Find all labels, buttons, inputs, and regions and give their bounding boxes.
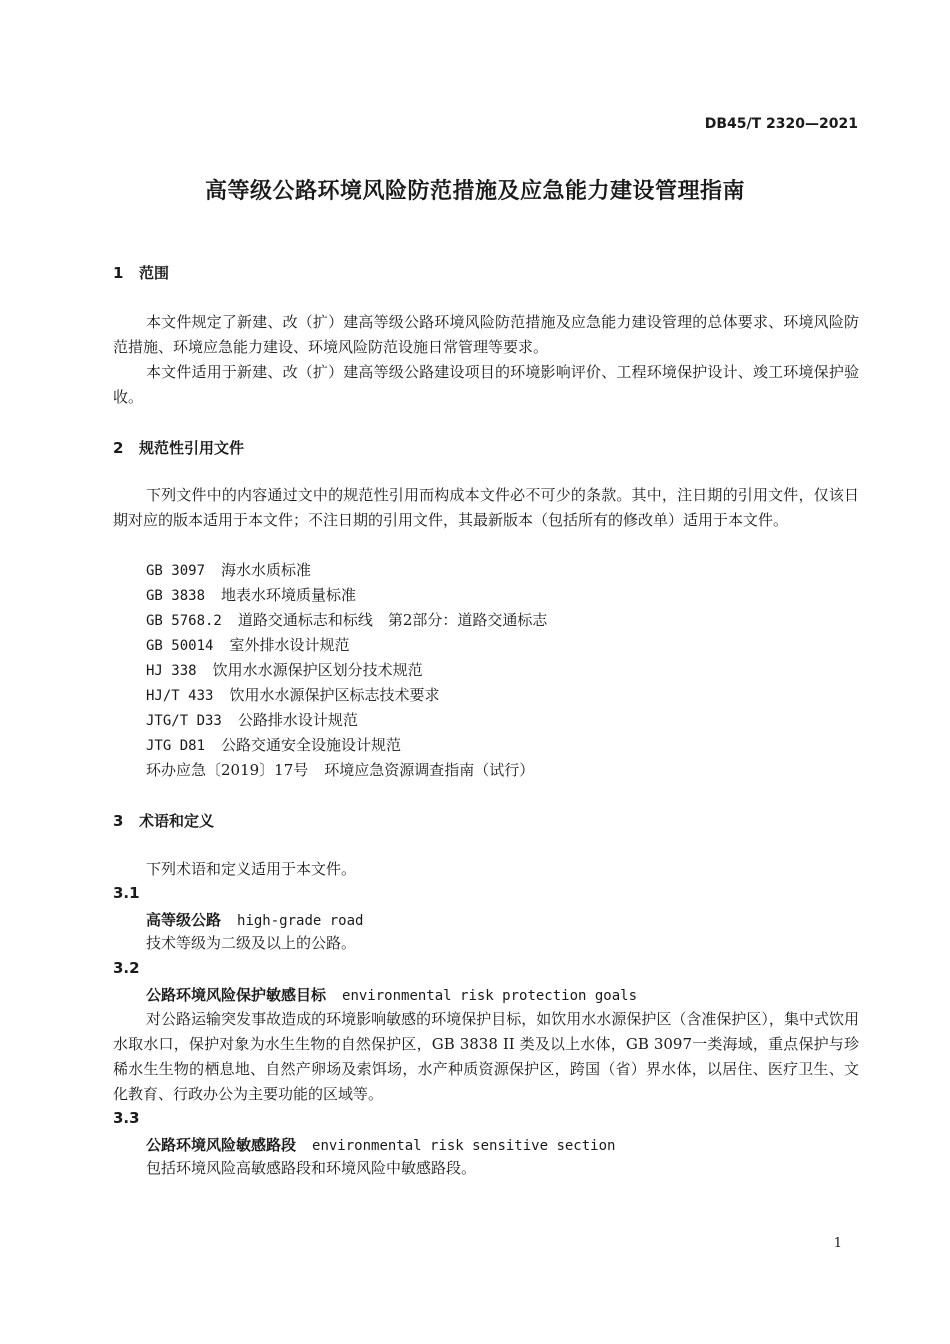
reference-item (146, 633, 547, 658)
reference-name: 道路交通标志和标线 第2部分：道路交通标志 (237, 611, 548, 629)
reference-code: HJ/T 433 (146, 688, 214, 704)
reference-code: GB 3097 (146, 563, 206, 579)
reference-code: HJ 338 (146, 663, 197, 679)
reference-name: 地表水环境质量标准 (221, 586, 357, 604)
term-heading (146, 909, 363, 930)
document-code: DB45/T 2320—2021 (704, 116, 858, 132)
term-definition: 包括环境风险高敏感路段和环境风险中敏感路段。 (146, 1159, 477, 1177)
term-number: 3.2 (113, 959, 140, 977)
term-chinese: 公路环境风险敏感路段 (146, 1136, 297, 1154)
reference-name: 环境应急资源调查指南（试行） (324, 761, 535, 779)
reference-item (146, 658, 547, 683)
term-heading (146, 1134, 615, 1155)
reference-item (146, 733, 547, 758)
reference-item (146, 608, 547, 633)
reference-item (146, 558, 547, 583)
term-number: 3.1 (113, 884, 140, 902)
section-1-paragraph: 本文件适用于新建、改（扩）建高等级公路建设项目的环境影响评价、工程环境保护设计、竣工环境保护验收。 (113, 363, 859, 406)
section-title: 术语和定义 (139, 812, 215, 830)
reference-code: JTG D81 (146, 738, 206, 754)
reference-name: 海水水质标准 (221, 561, 312, 579)
reference-item (146, 683, 547, 708)
term-definition: 技术等级为二级及以上的公路。 (146, 934, 357, 952)
reference-name: 饮用水水源保护区划分技术规范 (212, 661, 423, 679)
page-number: 1 (833, 1236, 842, 1251)
reference-item (146, 708, 547, 733)
section-title: 规范性引用文件 (139, 439, 245, 457)
term-english: environmental risk sensitive section (312, 1138, 616, 1154)
section-number: 3 (113, 812, 124, 830)
document-title: 高等级公路环境风险防范措施及应急能力建设管理指南 (204, 179, 745, 204)
section-3-heading (113, 810, 214, 831)
section-1-paragraph: 本文件规定了新建、改（扩）建高等级公路环境风险防范措施及应急能力建设管理的总体要求、环境风险防范措施、环境应急能力建设、环境风险防范设施日常管理等要求。 (113, 313, 859, 356)
reference-code: JTG/T D33 (146, 713, 222, 729)
reference-code: GB 3838 (146, 588, 206, 604)
term-heading (146, 984, 637, 1005)
reference-code: 环办应急〔2019〕17号 (146, 761, 309, 779)
term-chinese: 公路环境风险保护敏感目标 (146, 986, 327, 1004)
term-english: high-grade road (237, 913, 364, 929)
reference-code: GB 50014 (146, 638, 214, 654)
term-number: 3.3 (113, 1109, 140, 1127)
section-2-paragraph: 下列文件中的内容通过文中的规范性引用而构成本文件必不可少的条款。其中，注日期的引用文件，仅该日期对应的版本适用于本文件；不注日期的引用文件，其最新版本（包括所有的修改单）适用于本文件。 (113, 486, 859, 529)
section-title: 范围 (139, 264, 170, 282)
term-definition: 对公路运输突发事故造成的环境影响敏感的环境保护目标，如饮用水水源保护区（含准保护区），集中式饮用水取水口，保护对象为水生生物的自然保护区，GB 3838 II 类及以上水体，GB 3097一类海域，重点保护与珍稀水生生物的栖息地、自然产卵场及索饵场，水产种质资源保护区，跨国（省）界水体，以居住、医疗卫生、文化教育、行政办公为主要功能的区域等。 (113, 1010, 859, 1103)
section-1-heading (113, 262, 169, 283)
section-number: 1 (113, 264, 124, 282)
term-chinese: 高等级公路 (146, 911, 222, 929)
reference-name: 室外排水设计规范 (229, 636, 350, 654)
reference-item (146, 583, 547, 608)
term-english: environmental risk protection goals (342, 988, 638, 1004)
reference-name: 公路排水设计规范 (237, 711, 358, 729)
reference-item (146, 758, 547, 783)
reference-name: 饮用水水源保护区标志技术要求 (229, 686, 440, 704)
section-number: 2 (113, 439, 124, 457)
section-3-intro: 下列术语和定义适用于本文件。 (146, 860, 357, 878)
reference-name: 公路交通安全设施设计规范 (221, 736, 402, 754)
reference-list (146, 558, 547, 783)
reference-code: GB 5768.2 (146, 613, 222, 629)
section-2-heading (113, 437, 244, 458)
